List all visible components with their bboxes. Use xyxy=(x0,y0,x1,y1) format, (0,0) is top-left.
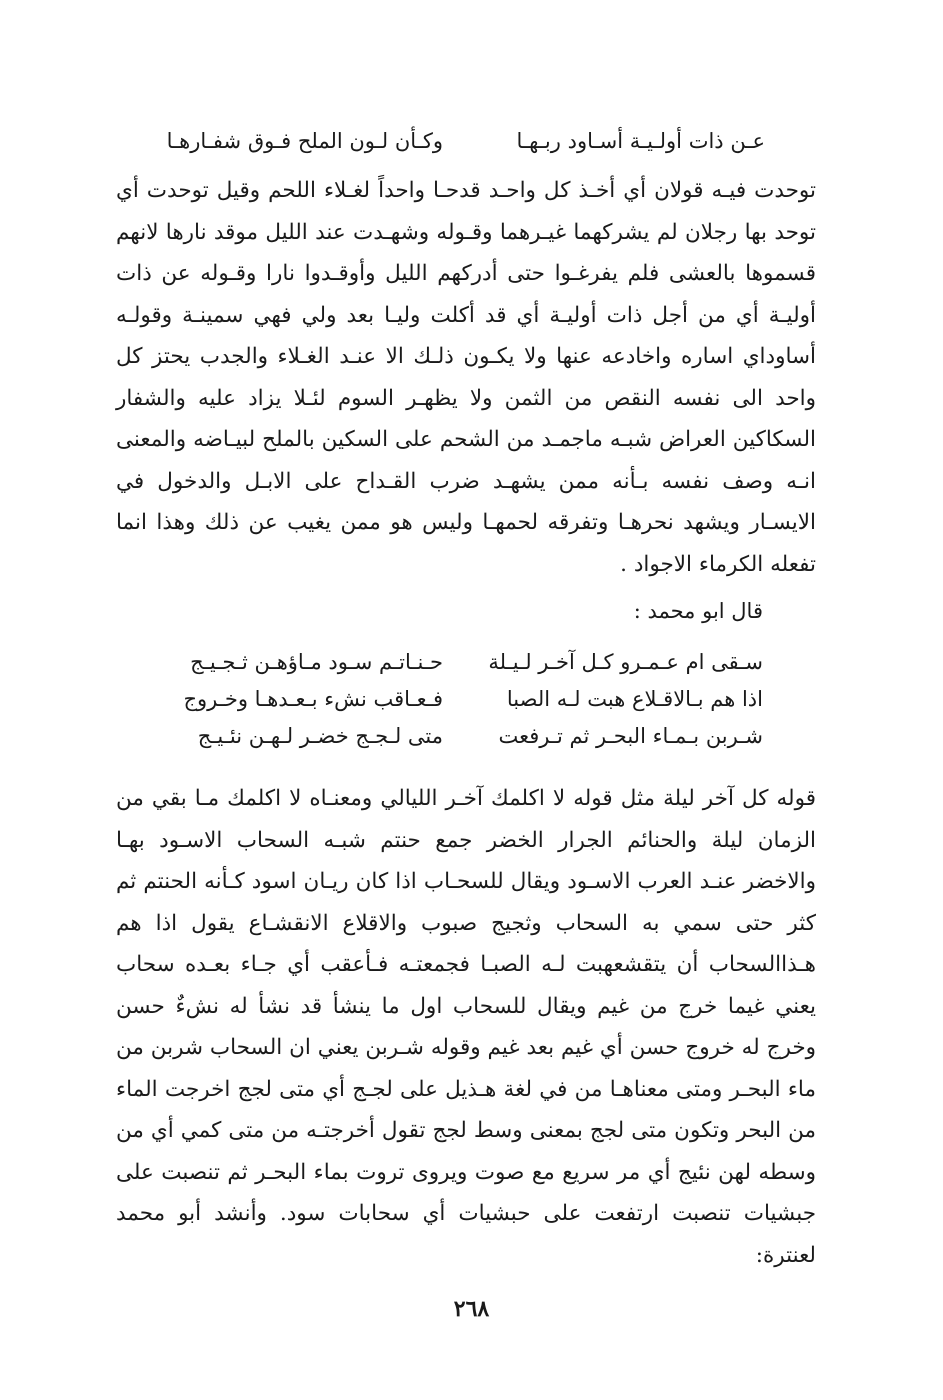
poem-verse-1-first-hemistich: سـقى ام عـمـرو كـل آخـر لـيـلة xyxy=(488,650,763,674)
poem-verse-2 xyxy=(0,682,943,716)
poem-verse-3-second-hemistich: متى لـجـج خضـر لـهـن نئـيـج xyxy=(197,724,443,748)
poem-verse-3 xyxy=(0,719,943,753)
top-verse xyxy=(0,124,943,158)
poem-heading: قال ابو محمد : xyxy=(633,599,763,623)
poem-verse-2-second-hemistich: فـعـاقب نشء بـعـدهـا وخـروج xyxy=(183,687,443,711)
paragraph-1-text: توحدت فيـه قولان أي أخـذ كل واحـد قدحـا واحداً لغـلاء اللحم وقيل توحدت أي توحد بها رجلان لم يشركهما غيـرهما وقـوله وشهـدت عند الليل موقد نارها لانهم قسموها بالعشى فلم يفرغـوا حتى أدركهم الليل وأوقـدوا نارا وقـوله عن ذات أوليـة أي من أجل ذات أوليـة أي قد أكلت وليـا بعد ولي فهي سمينـة وقولـه أساوداي اساره واخادعه عنها ولا يكـون ذلـك الا عنـد الغـلاء والجدب يحتز كل واحد الى نفسه النقص من الثمن ولا يظهـر السوم لئـلا يزاد عليه والشفار السكاكين العراض شبـه ماجمـد من الشحم على السكين بالملح لبيـاضه والمعنى انـه وصف نفسه بـأنه ممن يشهـد ضرب القـداح على الابـل والدخول في الايسـار ويشهد نحرهـا وتفرقه لحمهـا وليس هو ممن يغيب عن ذلك وهذا انما تفعله الكرماء الاجواد . xyxy=(116,178,816,577)
commentary-paragraph-1 xyxy=(116,170,816,585)
poem-verse-3-first-hemistich: شـربن بـمـاء البحـر ثم تـرفعت xyxy=(498,724,763,748)
top-verse-first-hemistich: عـن ذات أولـيـة أسـاود ربـهـا xyxy=(516,129,765,153)
poem-verse-1 xyxy=(0,645,943,679)
poem-verse-2-first-hemistich: اذا هم بـالاقـلاع هبت لـه الصبا xyxy=(506,687,763,711)
page-number: ٢٦٨ xyxy=(453,1296,490,1322)
commentary-paragraph-2 xyxy=(116,778,816,1276)
top-verse-second-hemistich: وكـأن لـون الملح فـوق شفـارهـا xyxy=(166,129,443,153)
paragraph-2-text: قوله كل آخر ليلة مثل قوله لا اكلمك آخـر الليالي ومعنـاه لا اكلمك مـا بقي من الزمان ليلة والحنائم الجرار الخضر جمع حنتم شبـه السحاب الاسـود بهـا والاخضر عنـد العرب الاسـود ويقال للسحـاب اذا كان ريـان اسود كـأنه الحنتم ثم كثر حتى سمي به السحاب وثجيج صبوب والاقلاع الانقشـاع يقول اذا هم هـذاالسحاب أن يتقشعهبت لـه الصبـا فجمعتـه فـأعقب أي جـاء بعـده سحاب يعني غيما خرج من غيم ويقال للسحاب اول ما ينشأ قد نشأ له نشءٌ حسن وخرج له خروج حسن أي غيم بعد غيم وقوله شـربن يعني ان السحاب شربن من ماء البحـر ومتى معناهـا من في لغة هـذيل على لجـج أي متى لجج اخرجت الماء من البحر وتكون متى لجج بمعنى وسط لجج تقول أخرجتـه من متى كمي أي من وسطه لهن نئيج أي مر سريع مع صوت ويروى تروت بماء البحـر ثم تنصبت على جبشيات تنصبت ارتفعت على حبشيات أي سحابات سود. وأنشد أبو محمد لعنترة: xyxy=(116,786,816,1268)
poem-verse-1-second-hemistich: حـنـاتـم سـود مـاؤهـن ثـجـيـج xyxy=(190,650,443,674)
